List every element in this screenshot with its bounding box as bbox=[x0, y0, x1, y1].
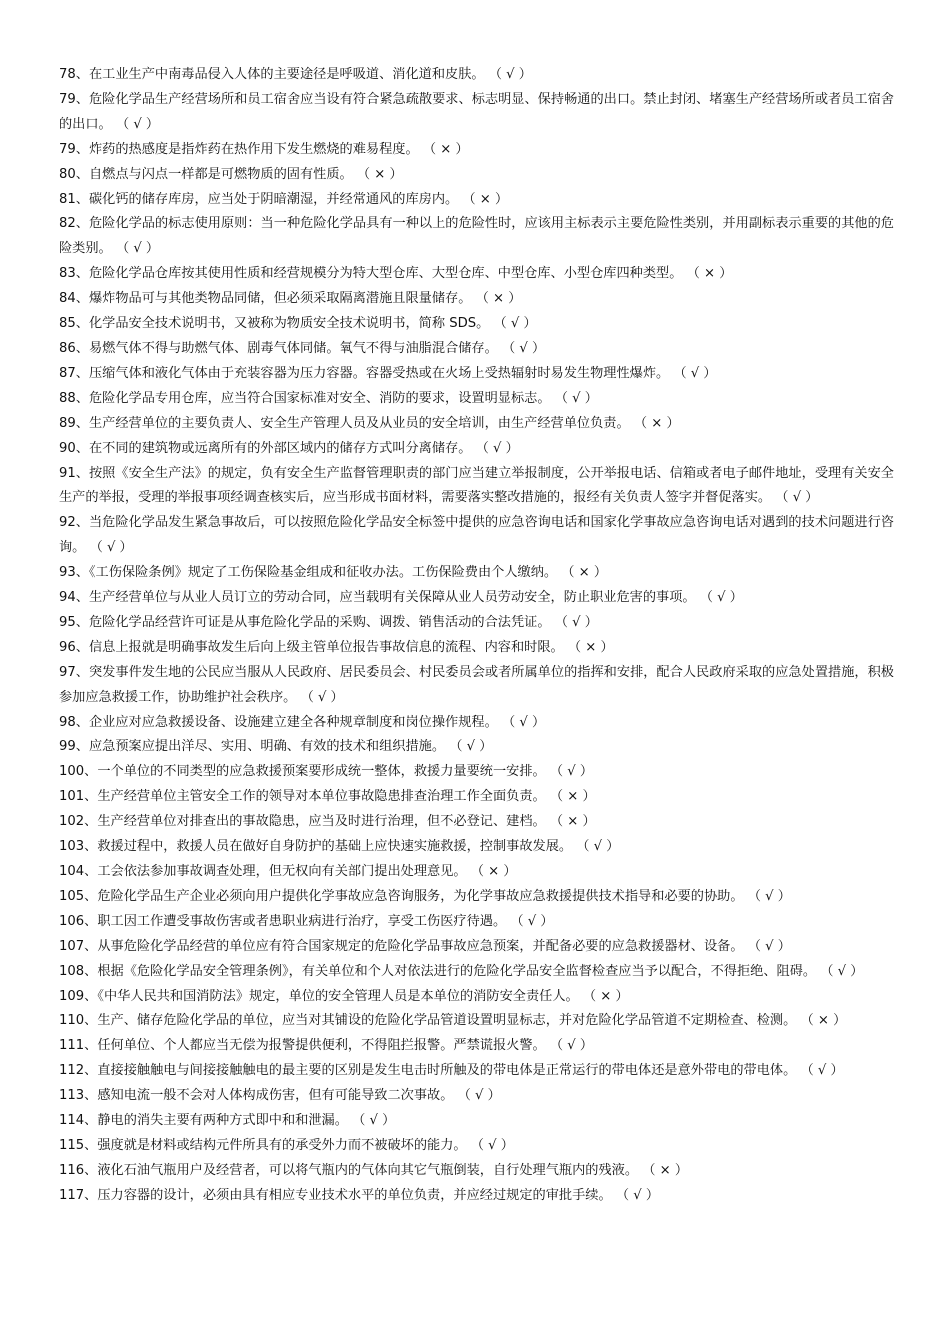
question-item: 83、危险化学品仓库按其使用性质和经营规模分为特大型仓库、大型仓库、中型仓库、小型仓库四种类型。 （ × ） bbox=[59, 266, 733, 282]
question-item: 114、静电的消失主要有两种方式即中和和泄漏。 （ √ ） bbox=[59, 1113, 396, 1129]
document-body bbox=[59, 63, 894, 1209]
question-item: 102、生产经营单位对排查出的事故隐患，应当及时进行治理，但不必登记、建档。 （ × ） bbox=[59, 814, 596, 830]
question-item: 117、压力容器的设计，必须由具有相应专业技术水平的单位负责，并应经过规定的审批手续。 （ √ ） bbox=[59, 1187, 660, 1203]
question-item: 89、生产经营单位的主要负责人、安全生产管理人员及从业员的安全培训，由生产经营单位负责。 （ × ） bbox=[59, 415, 680, 431]
question-item: 103、救援过程中，救援人员在做好自身防护的基础上应快速实施救援，控制事故发展。 （ √ ） bbox=[59, 839, 620, 855]
question-item: 85、化学品安全技术说明书，又被称为物质安全技术说明书，简称 SDS。 （ √ ） bbox=[59, 316, 537, 332]
question-item: 104、工会依法参加事故调查处理，但无权向有关部门提出处理意见。 （ × ） bbox=[59, 864, 517, 879]
question-item: 91、按照《安全生产法》的规定，负有安全生产监督管理职责的部门应当建立举报制度，公开举报电话、信箱或者电子邮件地址，受理有关安全生产的举报，受理的举报事项经调查核实后，应当形成书面材料，需要落实整改措施的，报经有关负责人签字并督促落实。 （ √ ） bbox=[59, 465, 894, 506]
question-item: 88、危险化学品专用仓库，应当符合国家标准对安全、消防的要求，设置明显标志。 （ √ ） bbox=[59, 390, 598, 406]
question-item: 100、一个单位的不同类型的应急救援预案要形成统一整体，救援力量要统一安排。 （ √ ） bbox=[59, 764, 594, 780]
question-item: 80、自燃点与闪点一样都是可燃物质的固有性质。 （ × ） bbox=[59, 166, 403, 182]
question-item: 97、突发事件发生地的公民应当服从人民政府、居民委员会、村民委员会或者所属单位的指挥和安排，配合人民政府采取的应急处置措施，积极参加应急救援工作，协助维护社会秩序。 （ √ ） bbox=[59, 664, 894, 705]
question-item: 95、危险化学品经营许可证是从事危险化学品的采购、调拨、销售活动的合法凭证。 （ √ ） bbox=[59, 614, 598, 630]
question-item: 90、在不同的建筑物或远离所有的外部区域内的储存方式叫分离储存。 （ √ ） bbox=[59, 440, 519, 456]
question-item: 110、生产、储存危险化学品的单位，应当对其铺设的危险化学品管道设置明显标志，并对危险化学品管道不定期检查、检测。 （ × ） bbox=[59, 1013, 847, 1029]
question-item: 108、根据《危险化学品安全管理条例》，有关单位和个人对依法进行的危险化学品安全监督检查应当予以配合，不得拒绝、阻碍。 （ √ ） bbox=[59, 963, 864, 979]
question-item: 113、感知电流一般不会对人体构成伤害，但有可能导致二次事故。 （ √ ） bbox=[59, 1088, 501, 1104]
question-item: 81、碳化钙的储存库房，应当处于阴暗潮湿，并经常通风的库房内。 （ × ） bbox=[59, 191, 509, 207]
question-item: 79、炸药的热感度是指炸药在热作用下发生燃烧的难易程度。 （ × ） bbox=[59, 141, 469, 157]
question-item: 94、生产经营单位与从业人员订立的劳动合同，应当载明有关保障从业人员劳动安全，防止职业危害的事项。 （ √ ） bbox=[59, 590, 743, 606]
question-item: 101、生产经营单位主管安全工作的领导对本单位事故隐患排查治理工作全面负责。 （ × ） bbox=[59, 789, 596, 805]
question-item: 112、直接接触触电与间接接触触电的最主要的区别是发生电击时所触及的带电体是正常运行的带电体还是意外带电的带电体。 （ √ ） bbox=[59, 1063, 844, 1079]
question-item: 79、危险化学品生产经营场所和员工宿舍应当设有符合紧急疏散要求、标志明显、保持畅通的出口。禁止封闭、堵塞生产经营场所或者员工宿舍的出口。 （ √ ） bbox=[59, 91, 894, 132]
question-item: 116、液化石油气瓶用户及经营者，可以将气瓶内的气体向其它气瓶倒装，自行处理气瓶内的残液。 （ × ） bbox=[59, 1162, 689, 1178]
question-item: 99、应急预案应提出洋尽、实用、明确、有效的技术和组织措施。 （ √ ） bbox=[59, 739, 493, 755]
question-item: 105、危险化学品生产企业必须向用户提供化学事故应急咨询服务，为化学事故应急救援提供技术指导和必要的协助。 （ √ ） bbox=[59, 888, 791, 904]
question-item: 78、在工业生产中南毒品侵入人体的主要途径是呼吸道、消化道和皮肤。 （ √ ） bbox=[59, 67, 532, 82]
question-item: 92、当危险化学品发生紧急事故后，可以按照危险化学品安全标签中提供的应急咨询电话和国家化学事故应急咨询电话对遇到的技术问题进行咨询。 （ √ ） bbox=[59, 515, 894, 556]
question-item: 96、信息上报就是明确事故发生后向上级主管单位报告事故信息的流程、内容和时限。 （ × ） bbox=[59, 639, 614, 655]
question-item: 98、企业应对应急救援设备、设施建立建全各种规章制度和岗位操作规程。 （ √ ） bbox=[59, 714, 546, 730]
question-item: 115、强度就是材料或结构元件所具有的承受外力而不被破坏的能力。 （ √ ） bbox=[59, 1137, 514, 1153]
question-item: 82、危险化学品的标志使用原则：当一种危险化学品具有一种以上的危险性时，应该用主标表示主要危险性类别，并用副标表示重要的其他的危险类别。 （ √ ） bbox=[59, 216, 894, 257]
question-item: 93、《工伤保险条例》规定了工伤保险基金组成和征收办法。工伤保险费由个人缴纳。 （ × ） bbox=[59, 565, 608, 581]
question-item: 107、从事危险化学品经营的单位应有符合国家规定的危险化学品事故应急预案，并配备必要的应急救援器材、设备。 （ √ ） bbox=[59, 938, 791, 954]
question-item: 87、压缩气体和液化气体由于充装容器为压力容器。容器受热或在火场上受热辐射时易发生物理性爆炸。 （ √ ） bbox=[59, 365, 717, 381]
question-item: 106、职工因工作遭受事故伤害或者患职业病进行治疗，享受工伤医疗待遇。 （ √ ） bbox=[59, 913, 554, 929]
question-item: 109、《中华人民共和国消防法》规定，单位的安全管理人员是本单位的消防安全责任人。 （ × ） bbox=[59, 988, 629, 1004]
question-item: 84、爆炸物品可与其他类物品同储，但必须采取隔离潜施且限量储存。 （ × ） bbox=[59, 291, 522, 307]
question-item: 111、任何单位、个人都应当无偿为报警提供便利，不得阻拦报警。严禁谎报火警。 （ √ ） bbox=[59, 1038, 594, 1054]
question-item: 86、易燃气体不得与助燃气体、剧毒气体同储。氧气不得与油脂混合储存。 （ √ ） bbox=[59, 340, 546, 356]
